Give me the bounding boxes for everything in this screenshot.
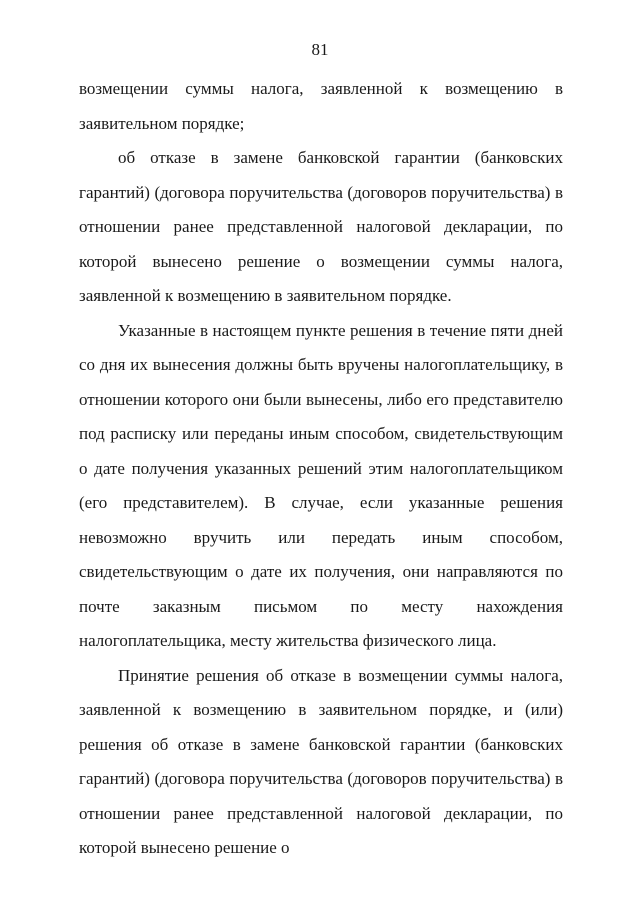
paragraph-refusal-adoption: Принятие решения об отказе в возмещении суммы налога, заявленной к возмещению в заявительном порядке, и (или) решения об отказе в замене банковской гарантии (банковских гарантий) (договора поручительства (договоров поручительства) в отношении ранее представленной налоговой декларации, по которой вынесено решение о bbox=[79, 665, 563, 857]
paragraph-decision-delivery: Указанные в настоящем пункте решения в течение пяти дней со дня их вынесения должны быть вручены налогоплательщику, в отношении которого они были вынесены, либо его представителю под расписку или переданы иным способом, свидетельствующим о дате получения указанных решений этим налогоплательщиком (его представителем). В случае, если указанные решения невозможно вручить или передать иным способом, свидетельствующим о дате их получения, они направляются по почте заказным письмом по месту нахождения налогоплательщика, месту жительства физического лица. bbox=[79, 320, 563, 650]
document-body bbox=[79, 72, 563, 866]
page-number: 81 bbox=[311, 40, 329, 59]
paragraph-refusal-guarantee-replacement: об отказе в замене банковской гарантии (банковских гарантий) (договора поручительства (договоров поручительства) в отношении ранее представленной налоговой декларации, по которой вынесено решение о возмещении суммы налога, заявленной к возмещению в заявительном порядке. bbox=[79, 148, 563, 305]
paragraph-continuation: возмещении суммы налога, заявленной к возмещению в заявительном порядке; bbox=[79, 79, 563, 133]
